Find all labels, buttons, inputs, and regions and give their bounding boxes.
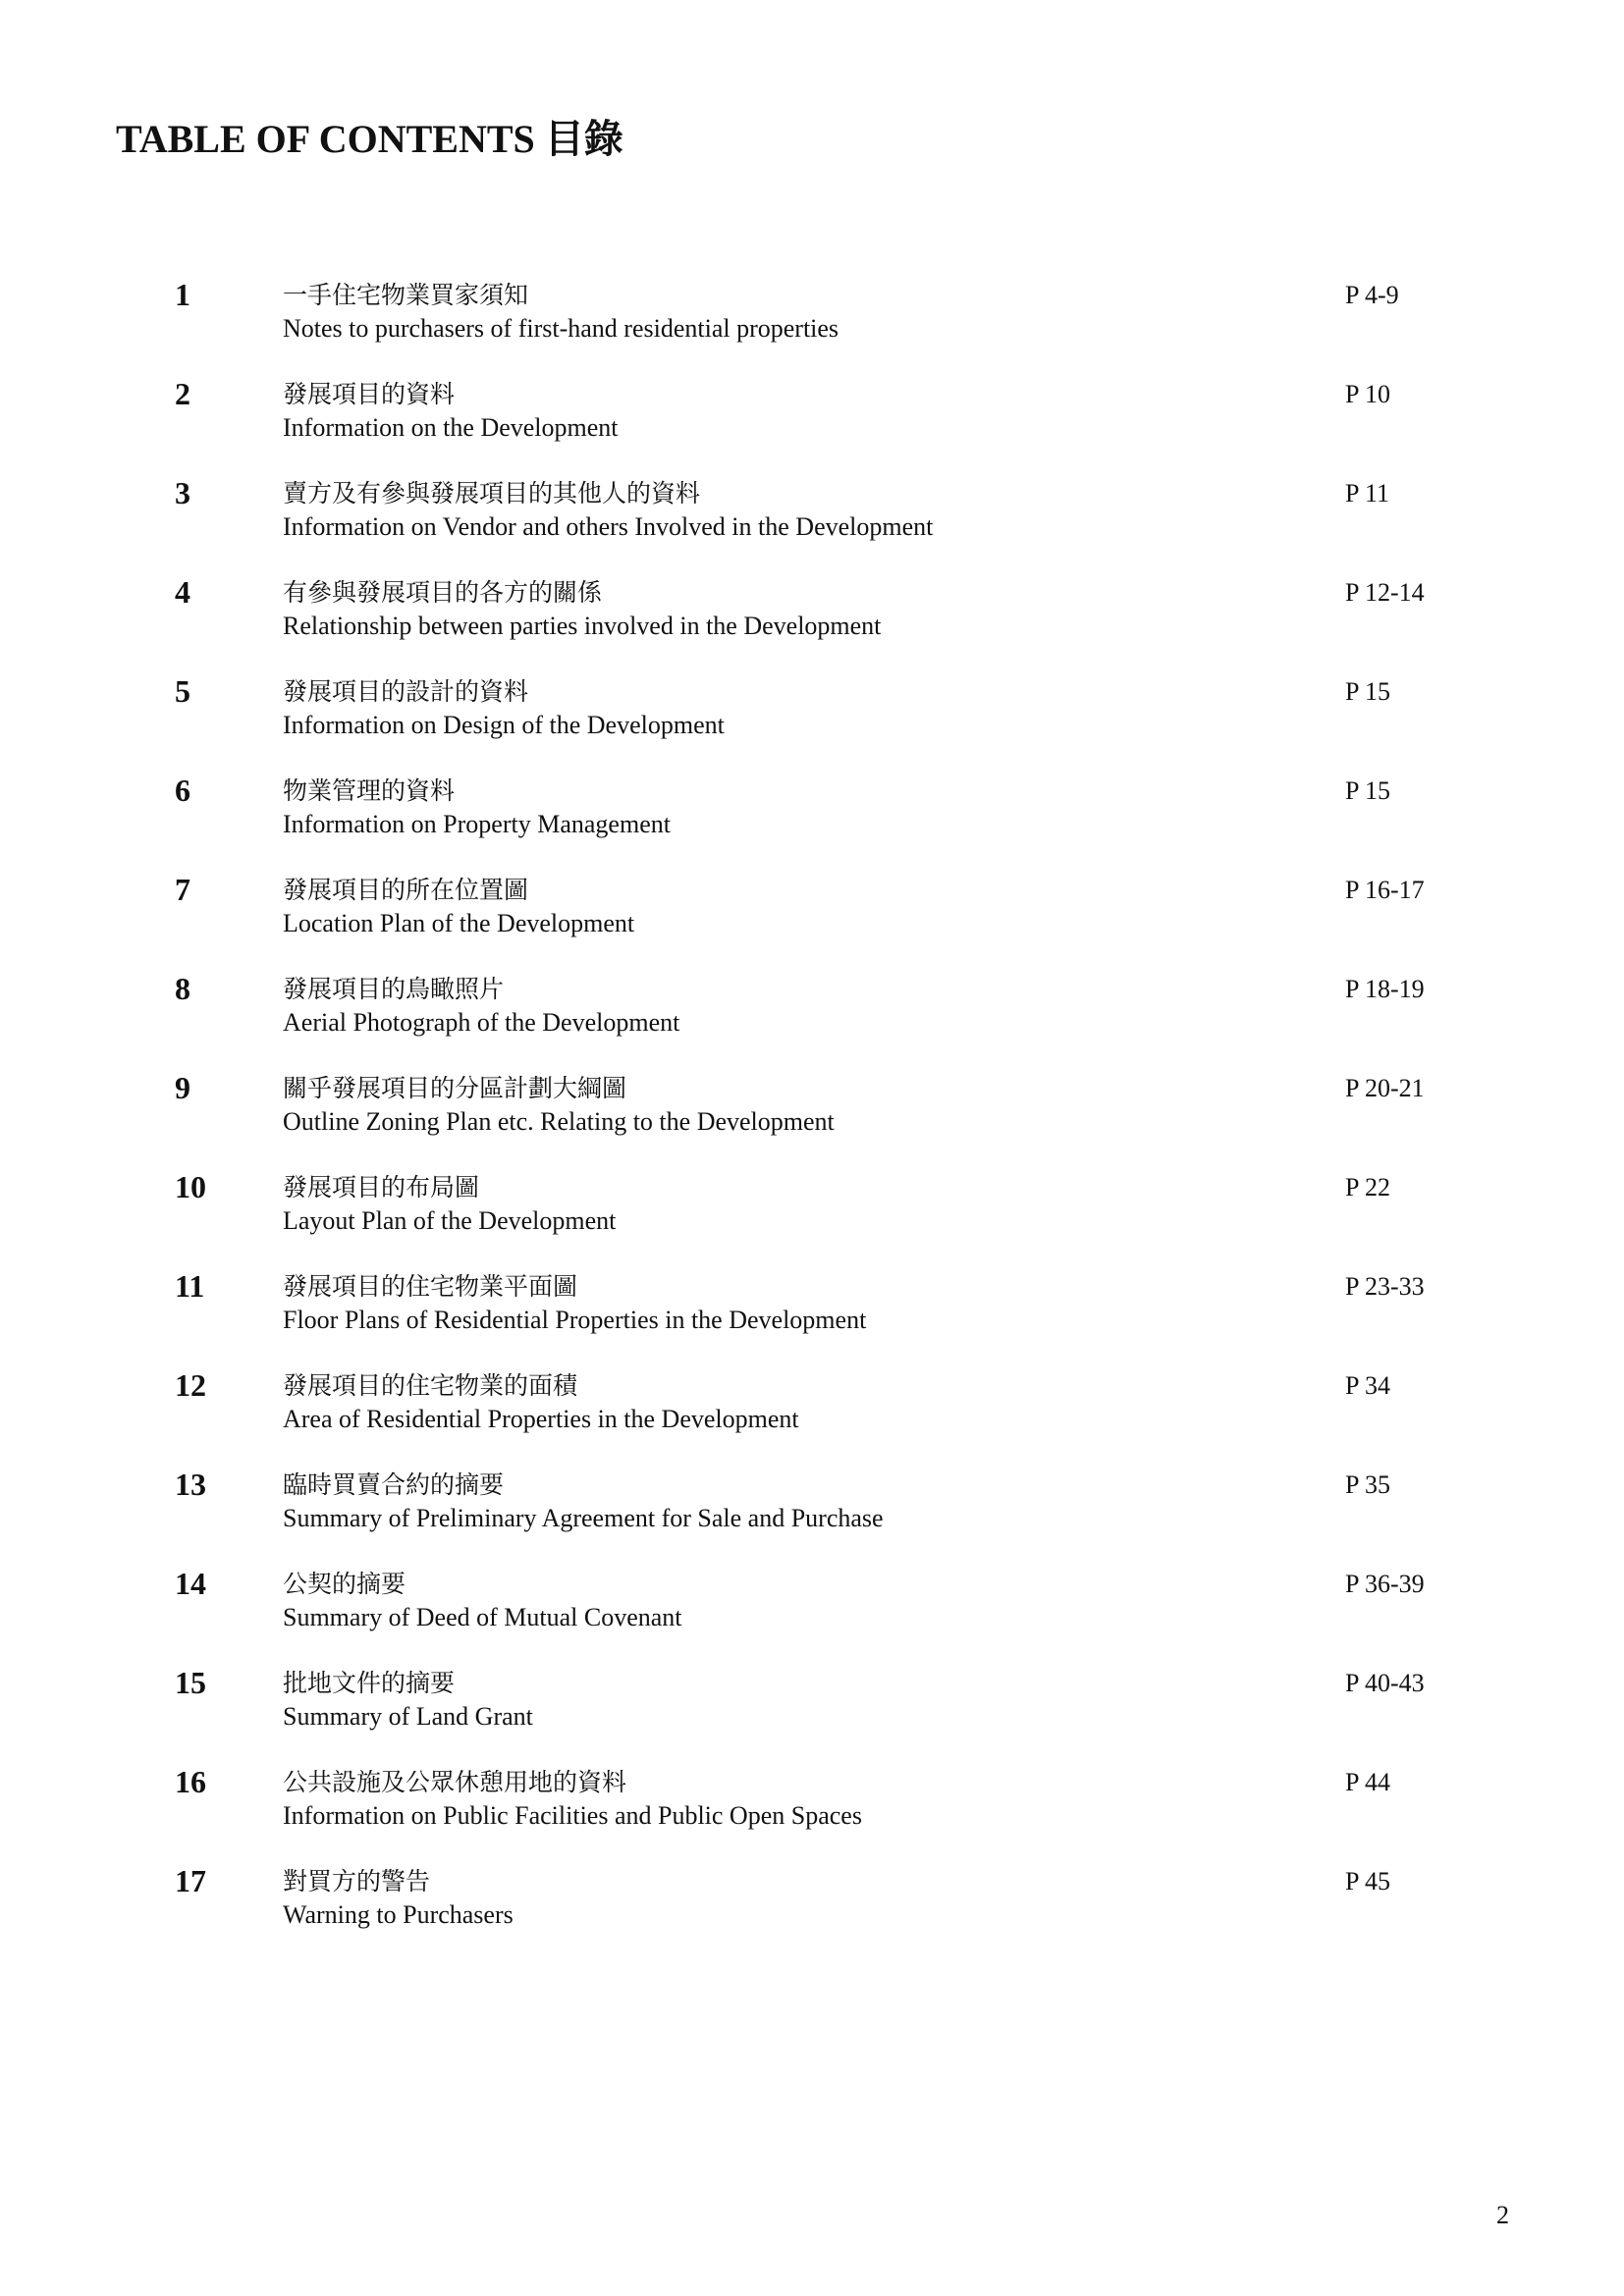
toc-entry-number: 13	[175, 1467, 206, 1502]
toc-entry[interactable]	[0, 1369, 1624, 1458]
toc-entry-page: P 40-43	[1345, 1669, 1425, 1697]
toc-entry-title-zh: 發展項目的鳥瞰照片	[283, 975, 505, 1003]
toc-entry-title-zh: 賣方及有參與發展項目的其他人的資料	[283, 479, 701, 507]
toc-entry-title-en: Layout Plan of the Development	[283, 1206, 617, 1235]
toc-entry-number: 15	[175, 1665, 206, 1700]
toc-entry-number: 1	[175, 277, 190, 312]
toc-entry-title-zh: 一手住宅物業買家須知	[283, 281, 529, 309]
toc-entry-title-en: Location Plan of the Development	[283, 909, 635, 937]
toc-entry-number: 4	[175, 574, 190, 610]
toc-entry-number: 8	[175, 971, 190, 1006]
toc-entry-title-en: Summary of Deed of Mutual Covenant	[283, 1603, 682, 1631]
toc-entry-title-zh: 發展項目的所在位置圖	[283, 876, 529, 904]
page-title: TABLE OF CONTENTS 目錄	[116, 117, 623, 161]
toc-entry-title-en: Aerial Photograph of the Development	[283, 1008, 680, 1037]
toc-entry[interactable]	[0, 1568, 1624, 1656]
toc-entry-number: 5	[175, 673, 190, 709]
toc-entry-title-zh: 發展項目的布局圖	[283, 1173, 480, 1201]
toc-entry[interactable]	[0, 1667, 1624, 1755]
toc-entry-page: P 4-9	[1345, 281, 1399, 309]
toc-entry[interactable]	[0, 874, 1624, 962]
toc-entry-number: 14	[175, 1566, 206, 1601]
toc-entry-title-zh: 對買方的警告	[283, 1867, 431, 1896]
toc-entry-title-zh: 批地文件的摘要	[283, 1669, 456, 1697]
toc-entry-title-en: Summary of Land Grant	[283, 1702, 533, 1731]
toc-entry-title-en: Information on Public Facilities and Public Open Spaces	[283, 1801, 862, 1830]
toc-entry[interactable]	[0, 973, 1624, 1061]
toc-entry[interactable]	[0, 1171, 1624, 1259]
toc-entry[interactable]	[0, 378, 1624, 466]
toc-entry-page: P 15	[1345, 776, 1390, 805]
toc-entry-title-en: Information on Property Management	[283, 810, 671, 838]
toc-entry-title-zh: 發展項目的設計的資料	[283, 677, 529, 706]
toc-entry-page: P 36-39	[1345, 1570, 1425, 1598]
toc-entry[interactable]	[0, 1865, 1624, 1953]
toc-entry-page: P 20-21	[1345, 1074, 1425, 1102]
toc-entry-page: P 10	[1345, 380, 1390, 408]
page-number: 2	[1496, 2201, 1509, 2229]
toc-entry-number: 16	[175, 1764, 206, 1799]
toc-entry-title-zh: 物業管理的資料	[283, 776, 456, 805]
toc-entry-title-zh: 公共設施及公眾休憩用地的資料	[283, 1768, 627, 1796]
toc-entry[interactable]	[0, 279, 1624, 367]
toc-entry-page: P 44	[1345, 1768, 1390, 1796]
toc-entry-title-en: Information on Design of the Development	[283, 711, 725, 739]
toc-entry-title-zh: 發展項目的住宅物業平面圖	[283, 1272, 578, 1301]
toc-entry-page: P 34	[1345, 1371, 1390, 1400]
toc-entry[interactable]	[0, 675, 1624, 764]
toc-entry-page: P 16-17	[1345, 876, 1425, 904]
toc-entry-title-en: Area of Residential Properties in the Development	[283, 1405, 799, 1433]
toc-entry-title-en: Information on Vendor and others Involved in the Development	[283, 512, 934, 541]
toc-entry-title-en: Information on the Development	[283, 413, 619, 442]
toc-entry[interactable]	[0, 1072, 1624, 1160]
toc-entry-page: P 18-19	[1345, 975, 1425, 1003]
toc-entry-title-zh: 關乎發展項目的分區計劃大綱圖	[283, 1074, 627, 1102]
toc-entry-title-zh: 有參與發展項目的各方的關係	[283, 578, 603, 607]
toc-entry-title-zh: 發展項目的資料	[283, 380, 456, 408]
toc-entry-number: 11	[175, 1268, 205, 1304]
toc-entry-title-en: Summary of Preliminary Agreement for Sale and Purchase	[283, 1504, 884, 1532]
toc-entry-title-en: Notes to purchasers of first-hand residential properties	[283, 314, 839, 343]
toc-entry[interactable]	[0, 1766, 1624, 1854]
toc-entry-number: 3	[175, 475, 190, 510]
toc-entry-page: P 12-14	[1345, 578, 1425, 607]
toc-entry-page: P 23-33	[1345, 1272, 1425, 1301]
toc-entry-title-en: Warning to Purchasers	[283, 1900, 514, 1929]
toc-entry[interactable]	[0, 774, 1624, 863]
toc-entry[interactable]	[0, 1270, 1624, 1359]
toc-entry-page: P 45	[1345, 1867, 1390, 1896]
toc-entry-number: 17	[175, 1863, 206, 1898]
toc-entry-title-en: Outline Zoning Plan etc. Relating to the Development	[283, 1107, 835, 1136]
toc-entry[interactable]	[0, 477, 1624, 565]
toc-entry-number: 2	[175, 376, 190, 411]
toc-entry-page: P 15	[1345, 677, 1390, 706]
toc-entry[interactable]	[0, 1468, 1624, 1557]
toc-entry-page: P 11	[1345, 479, 1390, 507]
toc-entry-number: 10	[175, 1169, 206, 1204]
toc-entry-title-zh: 發展項目的住宅物業的面積	[283, 1371, 578, 1400]
toc-entry-number: 7	[175, 872, 190, 907]
toc-entry-title-en: Relationship between parties involved in the Development	[283, 612, 882, 640]
toc-entry[interactable]	[0, 576, 1624, 665]
toc-entry-number: 6	[175, 773, 190, 808]
toc-entry-page: P 35	[1345, 1470, 1390, 1499]
toc-entry-number: 9	[175, 1070, 190, 1105]
toc-entry-number: 12	[175, 1367, 206, 1403]
toc-entry-title-zh: 臨時買賣合約的摘要	[283, 1470, 505, 1499]
toc-entry-title-en: Floor Plans of Residential Properties in the Development	[283, 1306, 867, 1334]
toc-entry-page: P 22	[1345, 1173, 1390, 1201]
toc-entry-title-zh: 公契的摘要	[283, 1570, 406, 1598]
